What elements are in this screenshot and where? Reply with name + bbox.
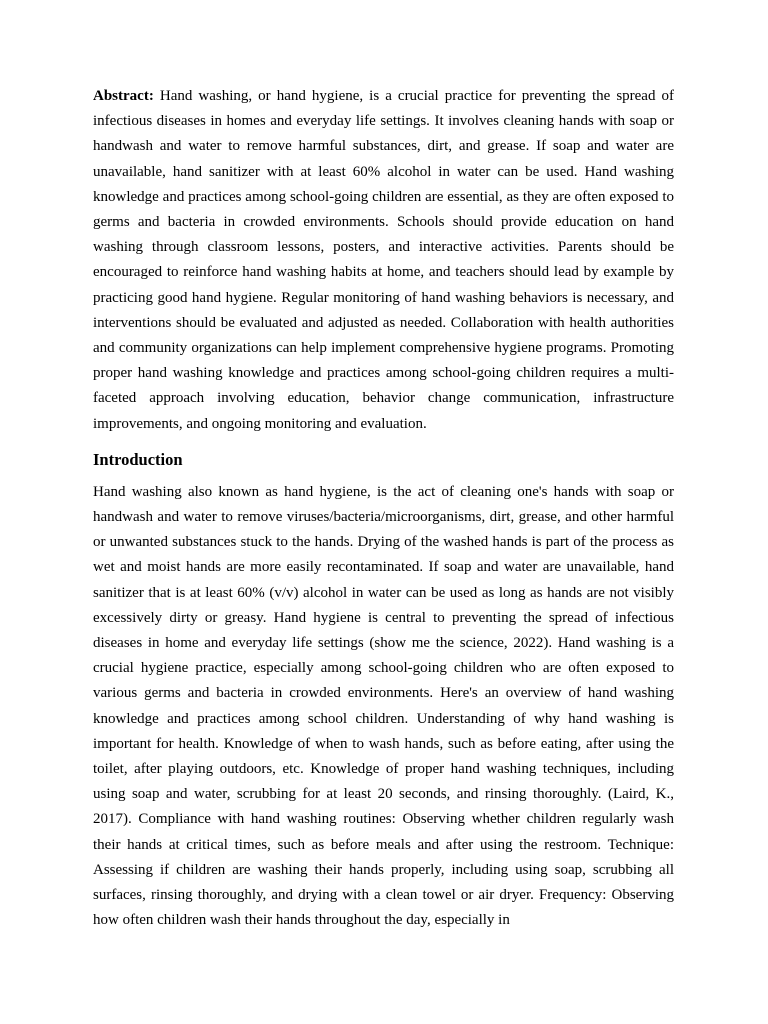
abstract-label: Abstract: <box>93 88 154 104</box>
abstract-text: Hand washing, or hand hygiene, is a crucial practice for preventing the spread of infectious diseases in homes and everyday life settings. It involves cleaning hands with soap or handwash and water to remove harmful substances, dirt, and grease. If soap and water are unavailable, hand sanitizer with at least 60% alcohol in water can be used. Hand washing knowledge and practices among school-going children are essential, as they are often exposed to germs and bacteria in crowded environments. Schools should provide education on hand washing through classroom lessons, posters, and interactive activities. Parents should be encouraged to reinforce hand washing habits at home, and teachers should lead by example by practicing good hand hygiene. Regular monitoring of hand washing behaviors is necessary, and interventions should be evaluated and adjusted as needed. Collaboration with health authorities and community organizations can help implement comprehensive hygiene programs. Promoting proper hand washing knowledge and practices among school-going children requires a multi-faceted approach involving education, behavior change communication, infrastructure improvements, and ongoing monitoring and evaluation. <box>93 88 674 432</box>
introduction-heading: Introduction <box>93 449 183 469</box>
document-page <box>93 84 674 934</box>
abstract-paragraph <box>93 84 674 437</box>
introduction-paragraph: Hand washing also known as hand hygiene, is the act of cleaning one's hands with soap or handwash and water to remove viruses/bacteria/microorganisms, dirt, grease, and other harmful or unwanted substances stuck to the hands. Drying of the washed hands is part of the process as wet and moist hands are more easily recontaminated. If soap and water are unavailable, hand sanitizer that is at least 60% (v/v) alcohol in water can be used as long as hands are not visibly excessively dirty or greasy. Hand hygiene is central to preventing the spread of infectious diseases in home and everyday life settings (show me the science, 2022). Hand washing is a crucial hygiene practice, especially among school-going children who are often exposed to various germs and bacteria in crowded environments. Here's an overview of hand washing knowledge and practices among school children. Understanding of why hand washing is important for health. Knowledge of when to wash hands, such as before eating, after using the toilet, after playing outdoors, etc. Knowledge of proper hand washing techniques, including using soap and water, scrubbing for at least 20 seconds, and rinsing thoroughly. (Laird, K., 2017). Compliance with hand washing routines: Observing whether children regularly wash their hands at critical times, such as before meals and after using the restroom. Technique: Assessing if children are washing their hands properly, including using soap, scrubbing all surfaces, rinsing thoroughly, and drying with a clean towel or air dryer. Frequency: Observing how often children wash their hands throughout the day, especially in <box>93 483 674 929</box>
